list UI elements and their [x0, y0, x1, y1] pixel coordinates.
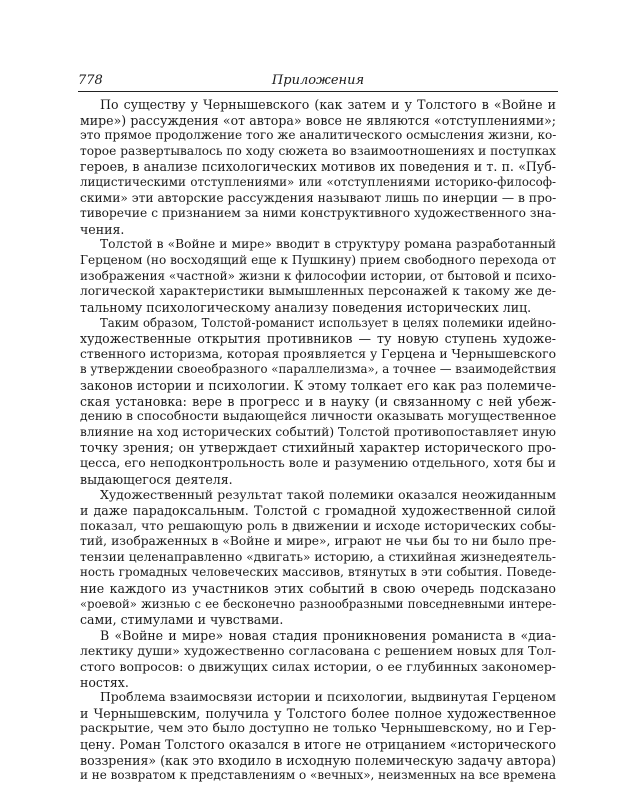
text-line: чения.: [80, 221, 125, 237]
header-rule: [78, 91, 558, 92]
text-line: законов истории и психологии. К этому толкает его как раз полемиче-: [80, 377, 556, 393]
text-line: лектику души» художественно согласована с решением новых для Тол-: [80, 643, 556, 659]
text-line: В «Войне и мире» новая стадия проникновения романиста в «диа-: [100, 627, 556, 643]
text-line: Проблема взаимосвязи истории и психологии, выдвинутая Герценом: [100, 690, 556, 705]
text-line: тензии целенаправленно «двигать» историю, а стихийная жизнедеятель-: [80, 549, 556, 564]
text-line: показал, что решающую роль в движении и исходе исторических собы-: [80, 518, 556, 534]
text-line: ние каждого из участников этих событий в свою очередь подсказано: [80, 580, 556, 596]
page-header: [78, 72, 558, 90]
page-number: 778: [78, 73, 103, 88]
running-title: Приложения: [271, 73, 365, 88]
text-line: Художественный результат такой полемики оказался неожиданным: [100, 487, 556, 503]
text-line: цесса, его неподконтрольность воле и разумению отдельного, хотя бы и: [80, 456, 556, 471]
text-line: ская установка: вере в прогресс и в науку (и связанному с ней убеж-: [80, 393, 556, 409]
text-line: дению в способности выдающейся личности оказывать могущественное: [80, 409, 557, 424]
text-line: тальному психологическому анализу поведения исторических лиц.: [80, 299, 532, 315]
text-line: торое развертывалось по ходу сюжета во взаимоотношениях и поступках: [80, 143, 556, 158]
body-text: [80, 97, 556, 784]
text-line: художественные открытия противников — ту новую ступень художе-: [80, 331, 556, 347]
text-line: в утверждении своеобразного «параллелизма», а точнее — взаимодействия: [80, 362, 557, 377]
text-line: героев, в анализе психологических мотивов их поведения и т. п. «Пуб-: [80, 159, 556, 175]
text-line: Герценом (но восходящий еще к Пушкину) прием свободного перехода от: [80, 253, 556, 268]
text-line: и даже парадоксальным. Толстой с громадной художественной силой: [80, 502, 556, 518]
text-line: стого вопросов: о движущих силах истории, о ее глубинных закономер-: [80, 658, 556, 674]
text-line: и не возвратом к представлениям о «вечных», неизменных на все времена: [80, 768, 556, 783]
text-line: влияние на ход исторических событий) Толстой противопоставляет иную: [80, 424, 556, 439]
text-line: По существу у Чернышевского (как затем и у Толстого в «Войне и: [100, 97, 556, 112]
text-line: лицистическими отступлениями» или «отступлениями историко-философ-: [80, 175, 556, 190]
text-line: раскрытие, чем это было доступно не только Чернышевскому, но и Гер-: [80, 721, 556, 736]
text-line: скими» эти авторские рассуждения называют лишь по инерции — в про-: [80, 190, 557, 205]
text-line: воззрения» (как это входило в исходную полемическую задачу автора): [80, 752, 556, 768]
text-line: мире») рассуждения «от автора» вовсе не являются «отступлениями»;: [80, 112, 556, 128]
text-line: логической характеристики вымышленных персонажей к такому же де-: [80, 284, 556, 299]
text-line: тий, изображенных в «Войне и мире», играют не чьи бы то ни было пре-: [80, 534, 556, 549]
text-line: ность громадных человеческих массивов, втянутых в эти события. Поведе-: [80, 565, 556, 580]
text-line: тиворечие с признанием за ними конструктивного художественного зна-: [80, 206, 556, 221]
text-line: ственного историзма, которая проявляется у Герцена и Чернышевского: [80, 346, 556, 361]
text-line: выдающегося деятеля.: [80, 471, 233, 487]
text-line: сами, стимулами и чувствами.: [80, 612, 284, 628]
text-line: «роевой» жизнью с ее бесконечно разнообразными повседневными интере-: [80, 596, 556, 611]
text-line: Толстой в «Войне и мире» вводит в структуру романа разработанный: [100, 237, 556, 252]
text-line: и Чернышевским, получила у Толстого более полное художественное: [80, 705, 556, 721]
text-line: изображения «частной» жизни к философии истории, от бытовой и психо-: [80, 268, 556, 283]
text-line: точку зрения; он утверждает стихийный характер исторического про-: [80, 440, 556, 456]
text-line: это прямое продолжение того же аналитического осмысления жизни, ко-: [80, 128, 557, 143]
text-line: Таким образом, Толстой-романист использует в целях полемики идейно-: [100, 315, 556, 330]
text-line: цену. Роман Толстого оказался в итоге не отрицанием «исторического: [80, 736, 556, 752]
text-line: ностях.: [80, 674, 129, 690]
